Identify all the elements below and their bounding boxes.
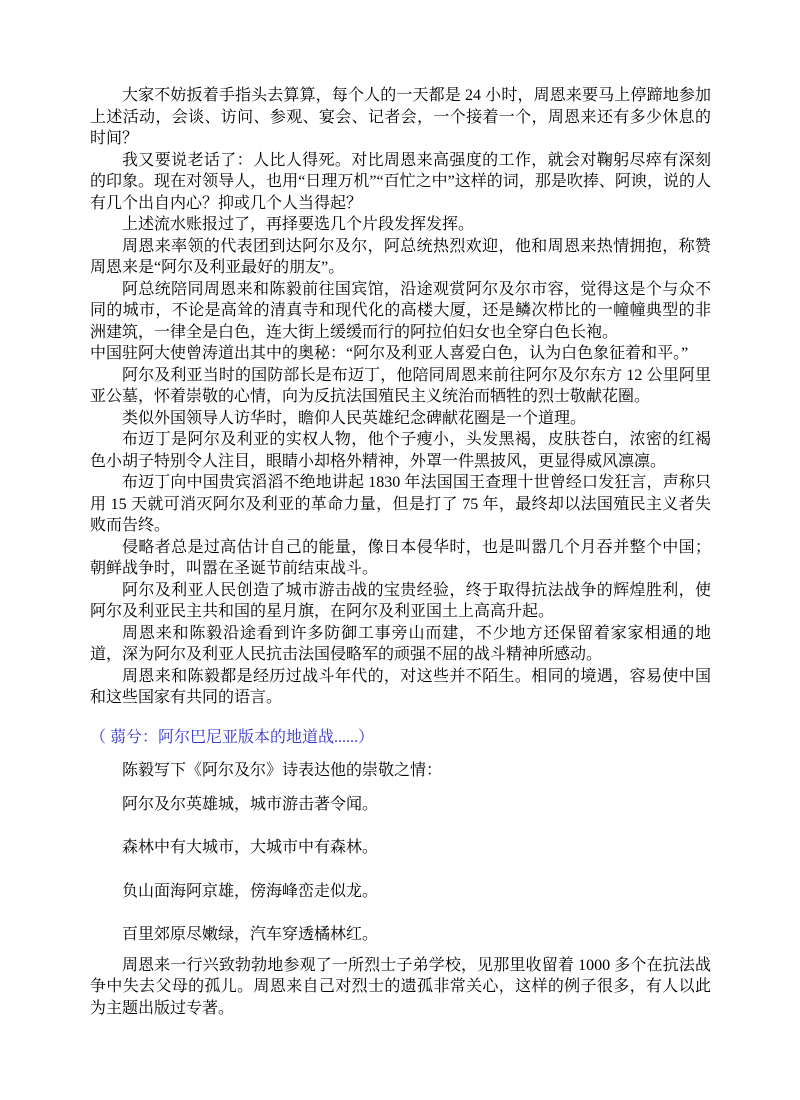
poem-line: 百里郊原尽嫩绿，汽车穿透橘林红。 [122, 926, 379, 943]
paragraph: 周恩来和陈毅沿途看到许多防御工事旁山而建，不少地方还保留着家家相通的地道，深为阿尔及利亚人民抗击法国侵略军的顽强不屈的战斗精神所感动。 [90, 624, 711, 663]
poem-intro: 陈毅写下《阿尔及尔》诗表达他的崇敬之情： [122, 762, 443, 779]
paragraph: 侵略者总是过高估计自己的能量，像日本侵华时，也是叫嚣几个月吞并整个中国；朝鲜战争时，叫嚣在圣诞节前结束战斗。 [90, 538, 711, 577]
paragraph: 阿总统陪同周恩来和陈毅前往国宾馆，沿途观赏阿尔及尔市容，觉得这是个与众不同的城市，不论是高耸的清真寺和现代化的高楼大厦，还是鳞次栉比的一幢幢典型的非洲建筑，一律全是白色，连大街上缓缓而行的阿拉伯妇女也全穿白色长袍。 [90, 280, 711, 341]
poem-line: 阿尔及尔英雄城，城市游击著令闻。 [122, 795, 379, 813]
paragraph: 周恩来率领的代表团到达阿尔及尔，阿总统热烈欢迎，他和周恩来热情拥抱，称赞周恩来是“阿尔及利亚最好的朋友”。 [90, 237, 711, 276]
document-body [90, 85, 711, 1019]
poem-line: 森林中有大城市，大城市中有森林。 [122, 839, 379, 856]
paragraph: 阿尔及利亚人民创造了城市游击战的宝贵经验，终于取得抗法战争的辉煌胜利，使阿尔及利亚民主共和国的星月旗，在阿尔及利亚国土上高高升起。 [90, 581, 711, 620]
paragraph: 布迈丁是阿尔及利亚的实权人物，他个子瘦小，头发黑褐，皮肤苍白，浓密的红褐色小胡子特别令人注目，眼睛小却格外精神，外罩一件黑披风，更显得威风凛凛。 [90, 431, 711, 470]
paragraph: 布迈丁向中国贵宾滔滔不绝地讲起 1830 年法国国王查理十世曾经口发狂言，声称只用 15 天就可消灭阿尔及利亚的革命力量，但是打了 75 年，最终却以法国殖民主义者失败而告终。 [90, 474, 711, 534]
poem-line: 负山面海阿京雄，傍海峰峦走似龙。 [122, 882, 379, 900]
paragraph: 上述流水账报过了，再择要选几个片段发挥发挥。 [122, 216, 475, 233]
paragraph: 我又要说老话了：人比人得死。对比周恩来高强度的工作，就会对鞠躬尽瘁有深刻的印象。现在对领导人，也用“日理万机”“百忙之中”这样的词，那是吹捧、阿谀，说的人有几个出自内心？抑或几个人当得起？ [90, 151, 711, 212]
paragraph: 大家不妨扳着手指头去算算，每个人的一天都是 24 小时，周恩来要马上停蹄地参加上述活动，会谈、访问、参观、宴会、记者会，一个接着一个，周恩来还有多少休息的时间？ [90, 87, 711, 147]
paragraph: 中国驻阿大使曾涛道出其中的奥秘：“阿尔及利亚人喜爱白色，认为白色象征着和平。” [90, 345, 689, 362]
reader-comment: （ 蒻兮：阿尔巴尼亚版本的地道战......） [90, 728, 375, 746]
paragraph: 阿尔及利亚当时的国防部长是布迈丁，他陪同周恩来前往阿尔及尔东方 12 公里阿里亚公墓，怀着崇敬的心情，向为反抗法国殖民主义统治而牺牲的烈士敬献花圈。 [90, 366, 711, 405]
paragraph: 周恩来一行兴致勃勃地参观了一所烈士子弟学校，见那里收留着 1000 多个在抗法战争中失去父母的孤儿。周恩来自己对烈士的遗孤非常关心，这样的例子很多，有人以此为主题出版过专著。 [90, 956, 711, 1017]
paragraph: 类似外国领导人访华时，瞻仰人民英雄纪念碑献花圈是一个道理。 [122, 409, 587, 427]
paragraph: 周恩来和陈毅都是经历过战斗年代的，对这些并不陌生。相同的境遇，容易使中国和这些国家有共同的语言。 [90, 667, 711, 706]
